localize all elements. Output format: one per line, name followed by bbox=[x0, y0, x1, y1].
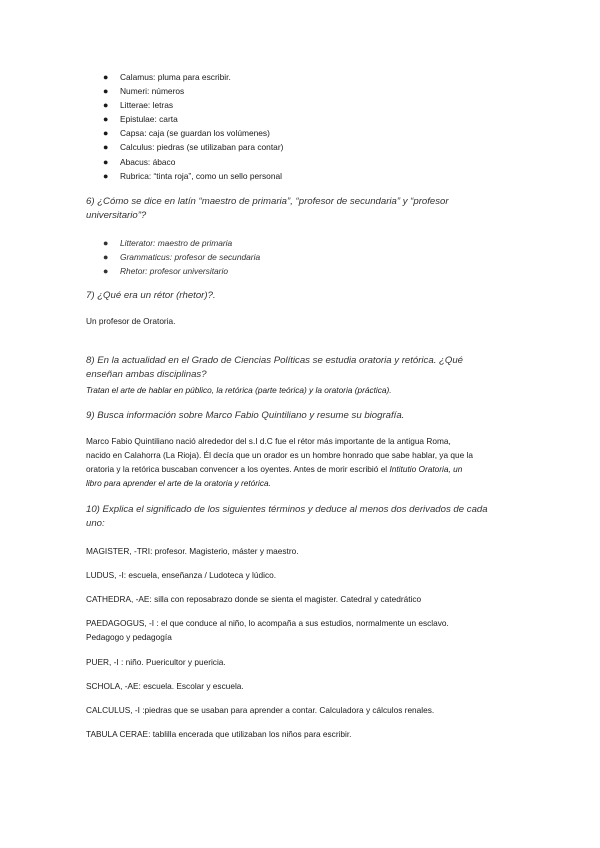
bullet-icon: ● bbox=[103, 252, 109, 263]
bullet-icon: ● bbox=[103, 86, 109, 97]
bullet-list-teachers bbox=[100, 236, 260, 278]
bullet-icon: ● bbox=[103, 238, 109, 248]
question-6-line-1: 6) ¿Cómo se dice en latín “maestro de primaria”, “profesor de secundaria” y “profesor bbox=[86, 196, 449, 207]
question-8-line-1: 8) En la actualidad en el Grado de Ciencias Políticas se estudia oratoria y retórica. ¿Qué bbox=[86, 355, 464, 366]
bullet-icon: ● bbox=[103, 156, 109, 167]
list-item: ● Calculus: piedras (se utilizaban para contar) bbox=[100, 140, 283, 154]
bullet-icon: ● bbox=[103, 114, 109, 125]
answer-9-line-1: Marco Fabio Quintiliano nació alrededor del s.I d.C fue el rétor más importante de la antigua Roma, bbox=[86, 436, 451, 446]
question-7: 7) ¿Qué era un rétor (rhetor)?. bbox=[86, 290, 216, 301]
list-item: ● Abacus: ábaco bbox=[100, 155, 283, 169]
bullet-list-writing-vocabulary bbox=[100, 70, 283, 183]
list-item: ● Numeri: números bbox=[100, 84, 283, 98]
bullet-icon: ● bbox=[103, 266, 109, 277]
term-puer: PUER, -I : niño. Puericultor y puericia. bbox=[86, 657, 226, 667]
bullet-icon: ● bbox=[103, 128, 109, 139]
term-paedagogus: PAEDAGOGUS, -I : el que conduce al niño, lo acompaña a sus estudios, normalmente un esclavo. bbox=[86, 618, 449, 628]
list-item: ● Epistulae: carta bbox=[100, 112, 283, 126]
answer-8: Tratan el arte de hablar en público, la retórica (parte teórica) y la oratoria (práctica). bbox=[86, 385, 392, 395]
answer-9-line-3: oratoria y la retórica buscaban convencer a los oyentes. Antes de morir escribió el Intitutio Oratoria, un bbox=[86, 464, 463, 474]
bullet-icon: ● bbox=[103, 170, 109, 181]
list-item: ● Litterae: letras bbox=[100, 98, 283, 112]
answer-7: Un profesor de Oratoria. bbox=[86, 316, 176, 326]
list-item: ● Capsa: caja (se guardan los volúmenes) bbox=[100, 126, 283, 140]
list-item: ● Rubrica: “tinta roja”, como un sello personal bbox=[100, 169, 283, 183]
list-item: ● Grammaticus: profesor de secundaria bbox=[100, 250, 260, 264]
bullet-icon: ● bbox=[103, 72, 109, 82]
question-10-line-2: uno: bbox=[86, 518, 105, 529]
term-tabula-cerae: TABULA CERAE: tablilla encerada que utilizaban los niños para escribir. bbox=[86, 729, 352, 739]
term-schola: SCHOLA, -AE: escuela. Escolar y escuela. bbox=[86, 681, 244, 691]
list-item: ● Rhetor: profesor universitario bbox=[100, 264, 260, 278]
term-calculus: CALCULUS, -I :piedras que se usaban para aprender a contar. Calculadora y cálculos renales. bbox=[86, 705, 435, 715]
answer-9-line-2: nacido en Calahorra (La Rioja). Él decía que un orador es un hombre honrado que sabe hablar, ya que la bbox=[86, 450, 473, 460]
term-paedagogus-derivatives: Pedagogo y pedagogía bbox=[86, 632, 172, 642]
term-cathedra: CATHEDRA, -AE: silla con reposabrazo donde se sienta el magister. Catedral y catedrático bbox=[86, 594, 422, 604]
bullet-icon: ● bbox=[103, 100, 109, 111]
bullet-icon: ● bbox=[103, 142, 109, 153]
list-item: ● Litterator: maestro de primaria bbox=[100, 236, 260, 250]
question-8-line-2: enseñan ambas disciplinas? bbox=[86, 369, 207, 380]
term-ludus: LUDUS, -I: escuela, enseñanza / Ludoteca y lúdico. bbox=[86, 570, 277, 580]
question-10-line-1: 10) Explica el significado de los siguientes términos y deduce al menos dos derivados de cada bbox=[86, 504, 488, 515]
term-magister: MAGISTER, -TRI: profesor. Magisterio, máster y maestro. bbox=[86, 546, 299, 556]
question-9: 9) Busca información sobre Marco Fabio Quintiliano y resume su biografía. bbox=[86, 410, 405, 421]
list-item: ● Calamus: pluma para escribir. bbox=[100, 70, 283, 84]
answer-9-line-4: libro para aprender el arte de la oratoria y retórica. bbox=[86, 478, 271, 488]
question-6-line-2: universitario”? bbox=[86, 210, 147, 221]
